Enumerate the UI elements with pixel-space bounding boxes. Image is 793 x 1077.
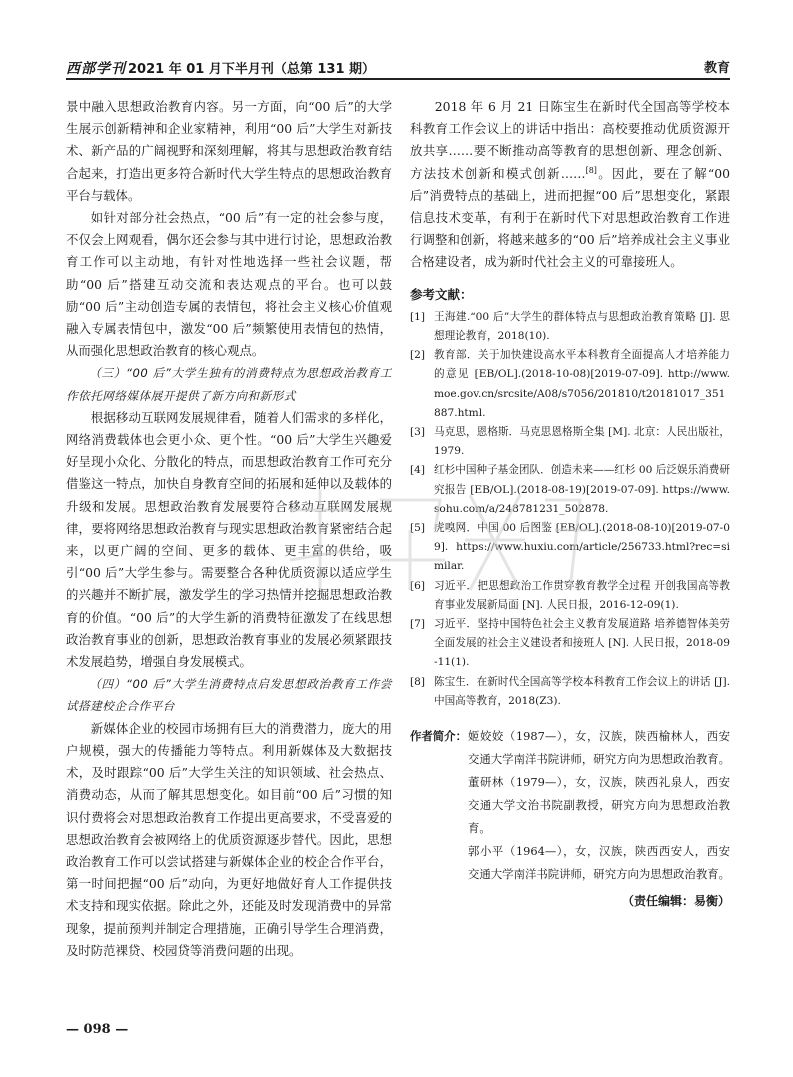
reference-item — [410, 346, 730, 423]
reference-text: 陈宝生．在新时代全国高等学校本科教育工作会议上的讲话 [J]. 中国高等教育，2018(Z3). — [434, 675, 730, 707]
author-text: 姬姣姣（1987—），女，汉族，陕西榆林人，西安交通大学南洋书院讲师，研究方向为思想政治教育。 — [468, 729, 730, 767]
reference-item — [410, 673, 730, 711]
reference-number: [1] — [410, 310, 426, 323]
reference-text: 虎嗅网．中国 00 后图鉴 [EB/OL].(2018-08-10)[2019-07-09]. https://www.huxiu.com/article/256733.html?rec=similar. — [434, 522, 730, 573]
page-header — [66, 54, 730, 80]
reference-text: 红杉中国种子基金团队．创造未来——红杉 00 后泛娱乐消费研究报告 [EB/OL].(2018-08-19)[2019-07-09]. https://www.sohu.com/a/248781231_502878. — [434, 464, 730, 515]
header-rule — [66, 78, 730, 80]
reference-text: 教育部．关于加快建设高水平本科教育全面提高人才培养能力的意见 [EB/OL].(2018-10-08)[2019-07-09]. http://www.moe.gov.cn/srcsite/A08/s7056/201810/t20181017_351887.html. — [434, 349, 730, 419]
author-label: 作者简介： — [410, 729, 467, 744]
issue-info: 2021 年 01 月下半月刊（总第 131 期） — [128, 62, 376, 77]
author-text: 郭小平（1964—），女，汉族，陕西西安人，西安交通大学南洋书院讲师，研究方向为思想政治教育。 — [468, 844, 730, 882]
body-paragraph: 新媒体企业的校园市场拥有巨大的消费潜力，庞大的用户规模，强大的传播能力等特点。利用新媒体及大数据技术，及时跟踪“00 后”大学生关注的知识领域、社会热点、消费动态，从而了解其思想变化。如目前“00 后”习惯的知识付费将会对思想政治教育工作提出更高要求，不受喜爱的思想政治教育会被网络上的优质资源逐步替代。因此，思想政治教育工作可以尝试搭建与新媒体企业的校企合作平台，第一时间把握“00 后”动向，为更好地做好育人工作提供技术支持和现实依据。除此之外，还能及时发现消费中的异常现象，提前预判并制定合理措施，正确引导学生合理消费，及时防范裸贷、校园贷等消费问题的出现。 — [66, 720, 392, 958]
header-journal-info — [66, 58, 375, 78]
paragraph-text: 。因此，要在了解“00 后”消费特点的基础上，进而把握“00 后”思想变化，紧跟信息技术变革，有利于在新时代下对思想政治教育工作进行调整和创新，将越来越多的“00 后”培养成社会主义事业合格建设者，成为新时代社会主义的可靠接班人。 — [410, 165, 731, 270]
section-label: 教育 — [703, 61, 730, 76]
journal-logo: 西部学刊 — [66, 61, 126, 77]
author-bio — [410, 725, 730, 771]
references-list — [410, 308, 730, 711]
section-heading: （四）“00 后”大学生消费特点启发思想政治教育工作尝试搭建校企合作平台 — [66, 677, 392, 714]
responsible-editor: （责任编辑：易衡） — [621, 894, 730, 909]
reference-number: [7] — [410, 618, 426, 631]
reference-item — [410, 577, 730, 615]
reference-number: [3] — [410, 426, 426, 439]
author-bio — [410, 840, 730, 886]
reference-number: [6] — [410, 579, 426, 592]
reference-text: 王海建.“00 后”大学生的群体特点与思想政治教育策略 [J]. 思想理论教育，2018(10). — [434, 310, 730, 343]
reference-item — [410, 615, 730, 673]
author-bios — [410, 725, 730, 886]
reference-item — [410, 519, 730, 577]
author-text: 董研林（1979—），女，汉族，陕西礼泉人，西安交通大学文治书院副教授，研究方向为思想政治教育。 — [468, 775, 730, 836]
reference-item — [410, 423, 730, 461]
page-number: — 098 — — [66, 1022, 129, 1037]
reference-item — [410, 308, 730, 346]
section-heading: （三）“00 后”大学生独有的消费特点为思想政治教育工作依托网络媒体展开提供了新方向和新形式 — [66, 366, 392, 403]
right-column — [410, 96, 730, 912]
body-paragraph: 如针对部分社会热点，“00 后”有一定的社会参与度，不仅会上网观看，偶尔还会参与其中进行讨论，思想政治教育工作可以主动地，有针对性地选择一些社会议题，帮助“00 后”搭建互动交流和表达观点的平台。也可以鼓励“00 后”主动创造专属的表情包，将社会主义核心价值观融入专属表情包中，激发“00 后”频繁使用表情包的热情，从而强化思想政治教育的核心观点。 — [66, 210, 392, 359]
reference-number: [2] — [410, 349, 426, 362]
references-title: 参考文献： — [410, 286, 473, 302]
citation-mark: [8] — [585, 165, 597, 175]
body-paragraph: 景中融入思想政治教育内容。另一方面，向“00 后”的大学生展示创新精神和企业家精神，利用“00 后”大学生对新技术、新产品的广阔视野和深刻理解，将其与思想政治教育结合起来，打造出更多符合新时代大学生特点的思想政治教育平台与载体。 — [66, 99, 392, 203]
paragraph-text: 2018 年 6 月 21 日陈宝生在新时代全国高等学校本科教育工作会议上的讲话中指出：高校要推动优质资源开放共享……要不断推动高等教育的思想创新、理念创新、方法技术创新和模式创新…… — [410, 99, 730, 181]
reference-number: [8] — [410, 675, 426, 688]
author-bio — [410, 771, 730, 840]
reference-text: 马克思，恩格斯．马克思恩格斯全集 [M]. 北京：人民出版社，1979. — [434, 426, 730, 458]
body-paragraph — [410, 96, 730, 274]
body-paragraph: 根据移动互联网发展规律看，随着人们需求的多样化，网络消费载体也会更小众、更个性。“00 后”大学生兴趣爱好呈现小众化、分散化的特点，而思想政治教育工作可充分借鉴这一特点，加快自身教育空间的拓展和延伸以及载体的升级和发展。思想政治教育发展要符合移动互联网发展规律，要将网络思想政治教育与现实思想政治教育紧密结合起来，以更广阔的空间、更多的载体、更丰富的供给，吸引“00 后”大学生参与。需要整合各种优质资源以适应学生的兴趣并不断扩展，激发学生的学习热情并挖掘思想政治教育的价值。“00 后”的大学生新的消费特征激发了在线思想政治教育事业的创新，思想政治教育事业的发展必须紧跟技术发展趋势，增强自身发展模式。 — [66, 409, 392, 670]
left-column — [66, 96, 392, 962]
reference-text: 习近平．把思想政治工作贯穿教育教学全过程 开创我国高等教育事业发展新局面 [N]. 人民日报，2016-12-09(1). — [434, 579, 730, 611]
reference-number: [5] — [410, 522, 426, 535]
reference-item — [410, 461, 730, 519]
reference-number: [4] — [410, 464, 426, 477]
reference-text: 习近平．坚持中国特色社会主义教育发展道路 培养德智体美劳全面发展的社会主义建设者和接班人 [N]. 人民日报，2018-09-11(1). — [434, 618, 730, 669]
